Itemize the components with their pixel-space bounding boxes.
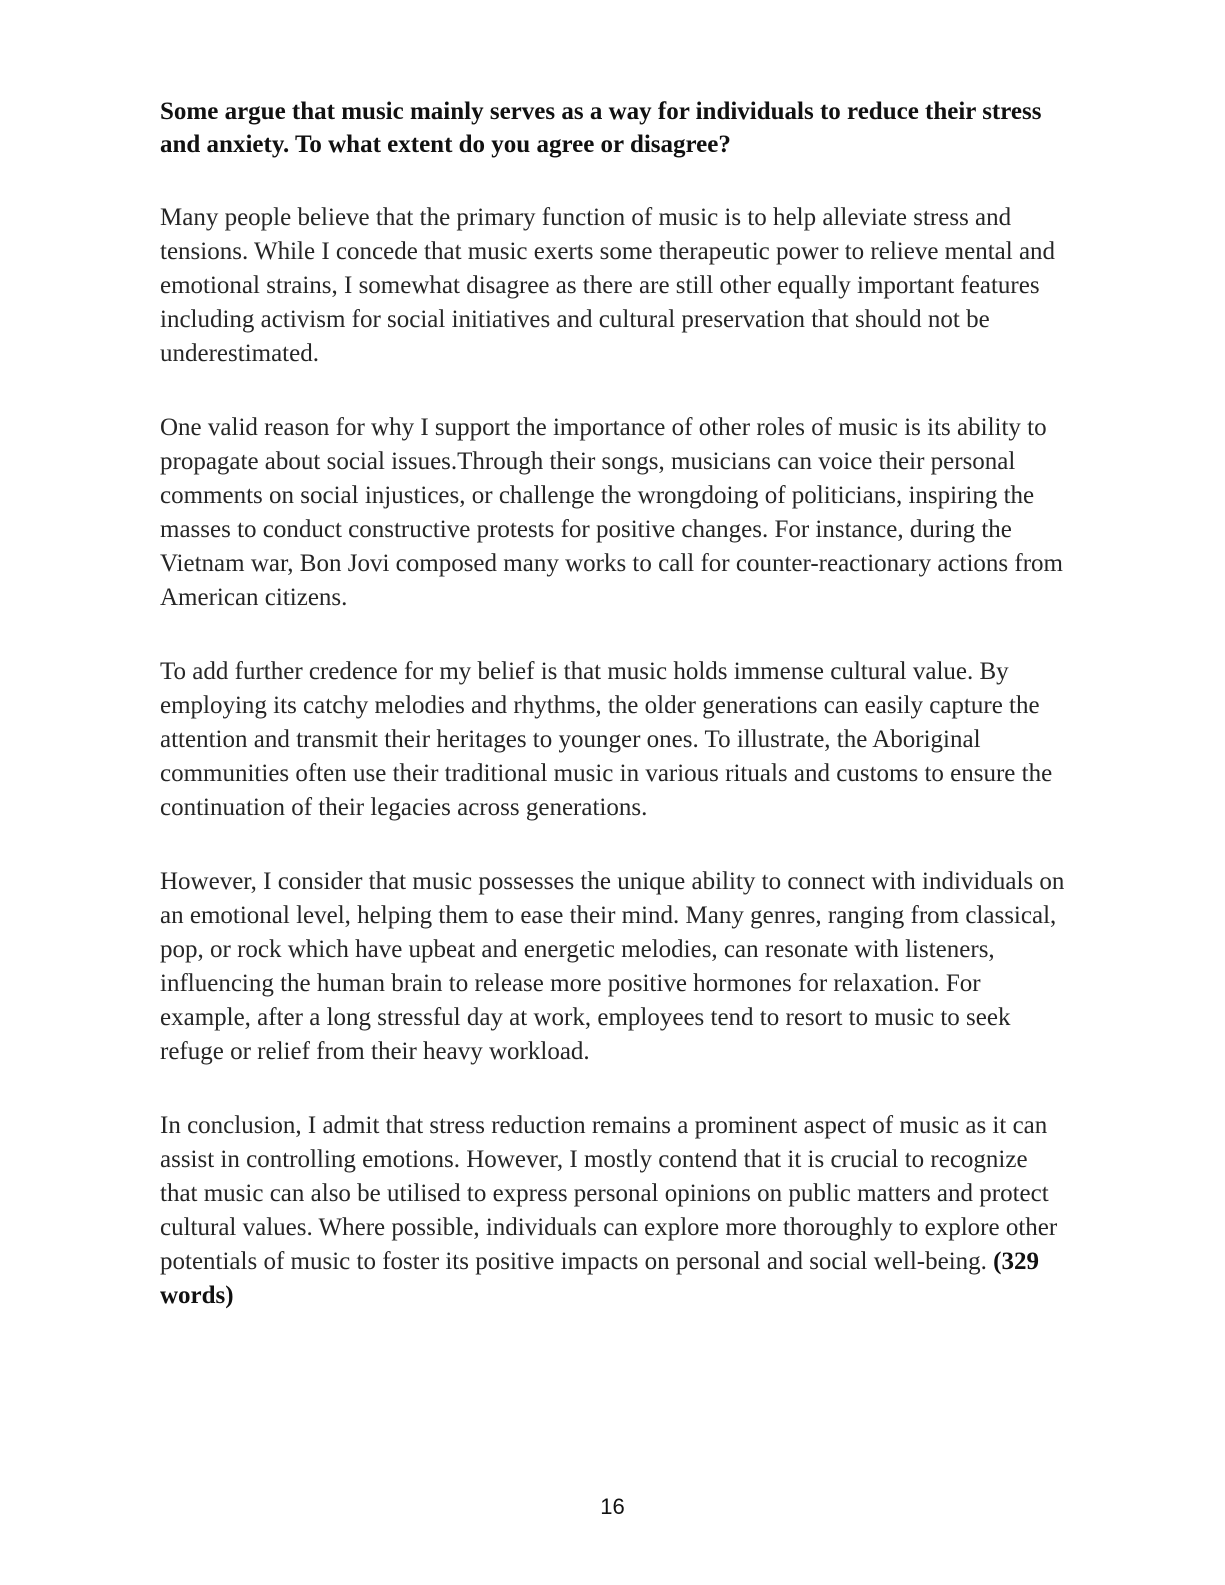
page-number: 16 (600, 1494, 625, 1519)
paragraph-body-social-issues: One valid reason for why I support the importance of other roles of music is its ability to propagate about social issues.Through their songs, musicians can voice their personal comments on social injustices, or challenge the wrongdoing of politicians, inspiring the masses to conduct constructive protests for positive changes. For instance, during the Vietnam war, Bon Jovi composed many works to call for counter-reactionary actions from American citizens. (160, 414, 1063, 611)
paragraph-body-emotional: However, I consider that music possesses the unique ability to connect with individuals on an emotional level, helping them to ease their mind. Many genres, ranging from classical, pop, or rock which have upbeat and energetic melodies, can resonate with listeners, influencing the human brain to release more positive hormones for relaxation. For example, after a long stressful day at work, employees tend to resort to music to seek refuge or relief from their heavy workload. (160, 868, 1065, 1065)
paragraph-conclusion (160, 1109, 1065, 1313)
word-count: (329 words) (160, 1248, 1039, 1309)
essay-question: Some argue that music mainly serves as a way for individuals to reduce their stress and anxiety. To what extent do you agree or disagree? (160, 98, 1042, 158)
essay-page (160, 95, 1065, 1353)
paragraph-introduction: Many people believe that the primary function of music is to help alleviate stress and tensions. While I concede that music exerts some therapeutic power to relieve mental and emotional strains, I somewhat disagree as there are still other equally important features including activism for social initiatives and cultural preservation that should not be underestimated. (160, 204, 1056, 367)
paragraph-body-cultural-value: To add further credence for my belief is that music holds immense cultural value. By employing its catchy melodies and rhythms, the older generations can easily capture the attention and transmit their heritages to younger ones. To illustrate, the Aboriginal communities often use their traditional music in various rituals and customs to ensure the continuation of their legacies across generations. (160, 658, 1053, 821)
conclusion-text: In conclusion, I admit that stress reduction remains a prominent aspect of music as it can assist in controlling emotions. However, I mostly contend that it is crucial to recognize that music can also be utilised to express personal opinions on public matters and protect cultural values. Where possible, individuals can explore more thoroughly to explore other potentials of music to foster its positive impacts on personal and social well-being. (160, 1112, 1058, 1275)
